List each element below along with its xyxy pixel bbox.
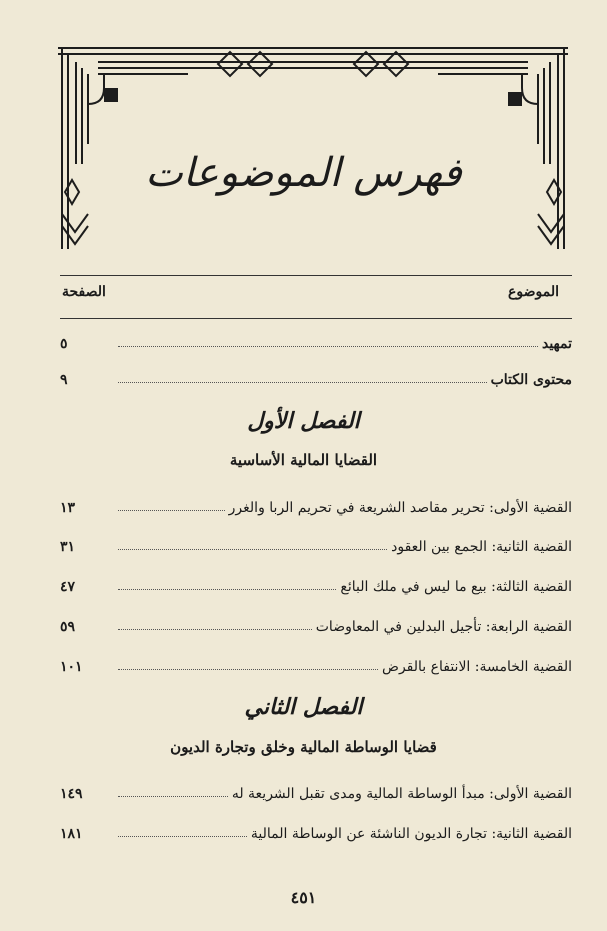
toc-entry[interactable] [60, 780, 572, 802]
toc-entry-page: ١٤٩ [60, 786, 83, 802]
toc-entry-label: القضية الأولى: مبدأ الوساطة المالية ومدى تقبل الشريعة له [231, 786, 572, 802]
toc-entry-page: ٥٩ [60, 619, 76, 635]
toc-entry-label: القضية الخامسة: الانتفاع بالقرض [382, 659, 572, 675]
toc-entry-label: تمهيد [541, 336, 572, 352]
toc-entry[interactable] [60, 494, 572, 516]
leader-dots [118, 669, 378, 670]
toc-entry-page: ٤٧ [60, 579, 76, 595]
chapter-2-heading: الفصل الثاني [244, 694, 363, 720]
toc-entry[interactable] [60, 613, 572, 635]
toc-entry-label: القضية الأولى: تحرير مقاصد الشريعة في تحريم الربا والغرر [228, 500, 572, 516]
page-number: ٤٥١ [290, 888, 317, 907]
page-title: فهرس الموضوعات [145, 150, 462, 196]
leader-dots [118, 382, 487, 383]
toc-entry[interactable] [60, 820, 572, 842]
leader-dots [118, 629, 312, 630]
toc-entry-label: القضية الرابعة: تأجيل البدلين في المعاوضات [315, 619, 572, 635]
toc-entry-contents[interactable] [60, 366, 572, 388]
header-top-rule [60, 275, 572, 276]
toc-entry-label: القضية الثانية: الجمع بين العقود [391, 539, 572, 555]
toc-entry-label: القضية الثالثة: بيع ما ليس في ملك البائع [340, 579, 572, 595]
toc-entry[interactable] [60, 653, 572, 675]
leader-dots [118, 510, 225, 511]
toc-entry-page: ٣١ [60, 539, 76, 555]
header-bottom-rule [60, 318, 572, 319]
leader-dots [118, 589, 336, 590]
toc-entry-page: ١٠١ [60, 659, 83, 675]
toc-entry[interactable] [60, 533, 572, 555]
toc-entry-label: محتوى الكتاب [490, 372, 572, 388]
topic-column-label: الموضوع [508, 284, 559, 300]
toc-entry-label: القضية الثانية: تجارة الديون الناشئة عن الوساطة المالية [250, 826, 572, 842]
leader-dots [118, 549, 387, 550]
toc-entry-page: ٥ [60, 336, 68, 352]
chapter-2-subtitle: قضايا الوساطة المالية وخلق وتجارة الديون [170, 738, 437, 756]
chapter-1-subtitle: القضايا المالية الأساسية [229, 451, 378, 469]
toc-entry[interactable] [60, 573, 572, 595]
ornamental-frame [58, 44, 568, 254]
page-column-label: الصفحة [62, 284, 106, 300]
toc-entry-page: ١٣ [60, 500, 76, 516]
leader-dots [118, 346, 538, 347]
leader-dots [118, 796, 228, 797]
leader-dots [118, 836, 247, 837]
toc-entry-intro[interactable] [60, 330, 572, 352]
chapter-1-heading: الفصل الأول [247, 408, 360, 434]
toc-entry-page: ٩ [60, 372, 68, 388]
toc-entry-page: ١٨١ [60, 826, 83, 842]
